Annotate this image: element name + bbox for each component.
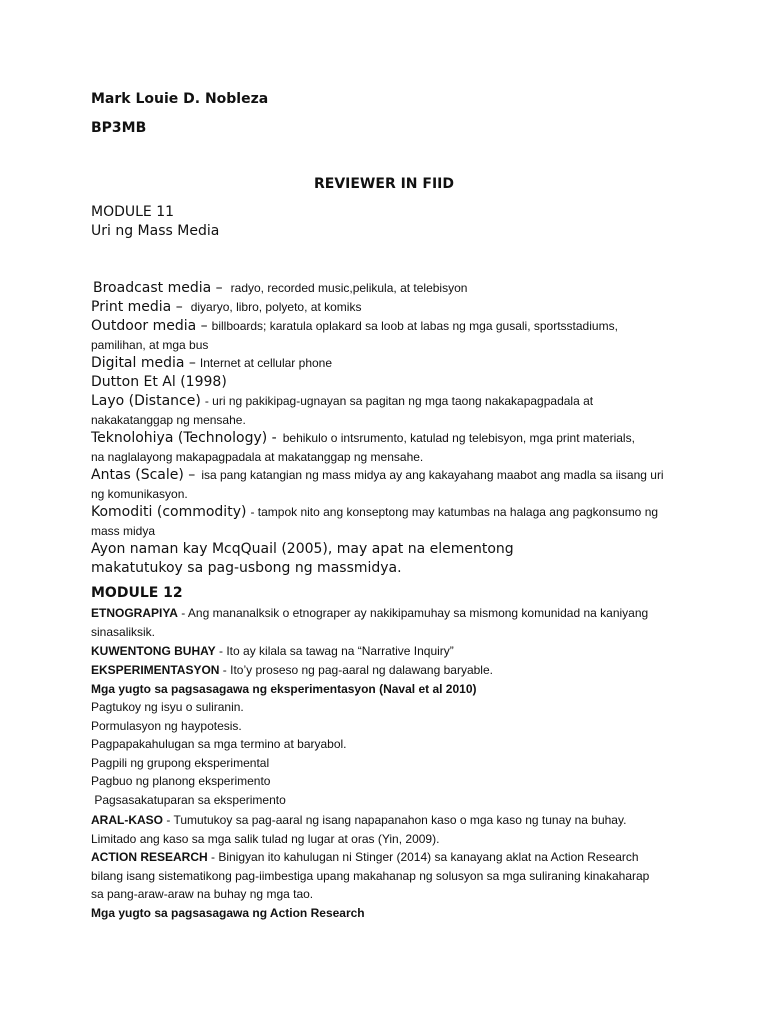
action-research-term: ACTION RESEARCH	[91, 850, 208, 864]
mcquail-line-1: Ayon naman kay McqQuail (2005), may apat na elementong	[91, 541, 514, 557]
element-term: Komoditi (commodity)	[91, 504, 247, 520]
eksperimentasyon-desc: - Ito’y proseso ng pag-aaral ng dalawang baryable.	[219, 663, 493, 677]
action-research-desc-continued: bilang isang sistematikong pag-iimbestiga upang makahanap ng solusyon sa mga suliraning kinakaharap	[91, 868, 650, 883]
element-komoditi	[91, 502, 681, 541]
media-desc: billboards; karatula oplakard sa loob at labas ng mga gusali, sportsstadiums,	[211, 319, 618, 333]
media-term: Print media –	[91, 299, 183, 315]
list-item: Pagpili ng grupong eksperimental	[91, 755, 270, 770]
media-desc: radyo, recorded music,pelikula, at telebisyon	[230, 281, 468, 295]
list-item: Pagsasakatuparan sa eksperimento	[91, 792, 286, 807]
list-item: Pagbuo ng planong eksperimento	[91, 774, 271, 789]
etnograpiya-term: ETNOGRAPIYA	[91, 606, 178, 620]
media-term: Broadcast media –	[93, 280, 223, 296]
citation-text: Dutton Et Al (1998)	[91, 374, 227, 390]
element-desc-continued: mass midya	[91, 524, 156, 538]
mcquail-note	[91, 540, 681, 578]
module-12-label: MODULE 12	[91, 585, 183, 601]
element-antas	[91, 465, 681, 504]
element-term: Teknolohiya (Technology) -	[91, 430, 277, 446]
media-item-outdoor	[91, 316, 681, 355]
etnograpiya-entry	[91, 604, 681, 641]
element-desc-continued: ng komunikasyon.	[91, 487, 188, 501]
aral-kaso-entry	[91, 811, 681, 848]
etnograpiya-desc: - Ang mananalksik o etnograper ay nakikipamuhay sa mismong komunidad na kaniyang	[177, 606, 649, 620]
course-code: BP3MB	[91, 120, 147, 136]
media-desc: Internet at cellular phone	[199, 356, 333, 370]
element-term: Layo (Distance)	[91, 393, 201, 409]
element-desc-continued: na naglalayong makapagpadala at makatanggap ng mensahe.	[91, 450, 424, 464]
author-name: Mark Louie D. Nobleza	[91, 91, 269, 107]
element-layo	[91, 391, 681, 430]
element-term: Antas (Scale) –	[91, 467, 196, 483]
media-term: Outdoor media –	[91, 318, 208, 334]
aral-kaso-desc: - Tumutukoy sa pag-aaral ng isang napapanahon kaso o mga kaso ng tunay na buhay.	[163, 813, 627, 827]
element-teknolohiya	[91, 428, 681, 467]
media-term: Digital media –	[91, 355, 196, 371]
action-research-entry	[91, 848, 681, 904]
kuwentong-buhay-term: KUWENTONG BUHAY	[91, 644, 216, 658]
action-research-steps-heading: Mga yugto sa pagsasagawa ng Action Research	[91, 906, 365, 920]
mcquail-line-2: makatutukoy sa pag-usbong ng massmidya.	[91, 560, 402, 576]
eksperimentasyon-term: EKSPERIMENTASYON	[91, 663, 220, 677]
etnograpiya-desc-continued: sinasaliksik.	[91, 624, 156, 639]
element-desc-continued: nakakatanggap ng mensahe.	[91, 413, 246, 427]
list-item: Pagpapakahulugan sa mga termino at baryabol.	[91, 737, 347, 752]
action-research-desc-continued-2: sa pang-araw-araw na buhay ng mga tao.	[91, 887, 314, 902]
media-desc-continued: pamilihan, at mga bus	[91, 338, 209, 352]
media-desc: diyaryo, libro, polyeto, at komiks	[190, 300, 362, 314]
element-desc: behikulo o intsrumento, katulad ng telebisyon, mga print materials,	[282, 431, 635, 445]
module-11-label: MODULE 11	[91, 204, 175, 220]
kuwentong-buhay-entry	[91, 642, 681, 661]
eksperimentasyon-steps	[91, 698, 681, 810]
list-item: Pagtukoy ng isyu o suliranin.	[91, 700, 244, 714]
kuwentong-buhay-desc: - Ito ay kilala sa tawag na “Narrative Inquiry”	[215, 644, 454, 658]
eksperimentasyon-entry	[91, 661, 681, 680]
citation-dutton	[91, 373, 681, 391]
aral-kaso-term: ARAL-KASO	[91, 813, 163, 827]
list-item: Pormulasyon ng haypotesis.	[91, 718, 242, 733]
action-research-desc: - Binigyan ito kahulugan ni Stinger (2014) sa kanayang aklat na Action Research	[207, 850, 639, 864]
eksperimentasyon-steps-heading: Mga yugto sa pagsasagawa ng eksperimentasyon (Naval et al 2010)	[91, 682, 477, 696]
element-desc: - tampok nito ang konseptong may katumbas na halaga ang pagkonsumo ng	[250, 505, 659, 519]
aral-kaso-desc-continued: Limitado ang kaso sa mga salik tulad ng lugar at oras (Yin, 2009).	[91, 831, 440, 846]
media-item-print	[91, 298, 681, 316]
media-item-digital	[91, 354, 681, 372]
element-desc: isa pang katangian ng mass midya ay ang kakayahang maabot ang madla sa iisang uri	[201, 468, 664, 482]
element-desc: - uri ng pakikipag-ugnayan sa pagitan ng mga taong nakakapagpadala at	[204, 394, 594, 408]
module-11-subtitle: Uri ng Mass Media	[91, 223, 220, 239]
media-item-broadcast	[91, 279, 681, 297]
document-title: REVIEWER IN FIID	[313, 176, 454, 192]
